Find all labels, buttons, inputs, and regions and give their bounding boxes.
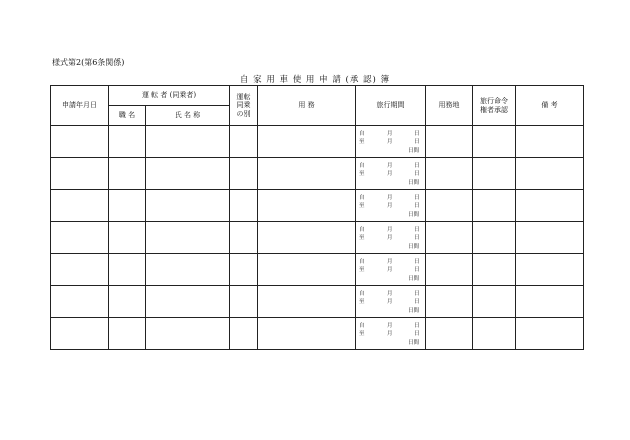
- period-from-month: 月: [387, 163, 393, 169]
- period-to-day: 日: [414, 171, 420, 177]
- period-from-label: 自: [359, 291, 365, 297]
- header-approver-line-1: 旅行命令: [480, 97, 509, 106]
- cell-position[interactable]: [109, 318, 146, 350]
- cell-name[interactable]: [146, 318, 230, 350]
- ledger-body: [51, 126, 584, 350]
- period-days-label: 日間: [408, 180, 420, 186]
- period-to-month: 月: [387, 267, 393, 273]
- period-to-month: 月: [387, 299, 393, 305]
- cell-travel-period[interactable]: [356, 190, 426, 222]
- period-to-day: 日: [414, 267, 420, 273]
- period-to-day: 日: [414, 203, 420, 209]
- period-to-label: 至: [359, 171, 365, 177]
- period-to-label: 至: [359, 267, 365, 273]
- cell-travel-period[interactable]: [356, 222, 426, 254]
- document-title: 自 家 用 車 使 用 申 請 (承 認) 簿: [239, 75, 391, 85]
- cell-position[interactable]: [109, 158, 146, 190]
- period-to-label: 至: [359, 203, 365, 209]
- cell-drive-or-ride[interactable]: [230, 190, 258, 222]
- header-drive-line-2: 同乗: [236, 101, 251, 110]
- period-from-day: 日: [414, 131, 420, 137]
- header-drive-line-3: の別: [236, 109, 251, 118]
- table-row: [51, 190, 584, 222]
- cell-destination[interactable]: [426, 158, 473, 190]
- period-from-month: 月: [387, 227, 393, 233]
- period-from-month: 月: [387, 195, 393, 201]
- table-row: [51, 318, 584, 350]
- cell-name[interactable]: [146, 190, 230, 222]
- cell-travel-period[interactable]: [356, 318, 426, 350]
- cell-travel-period[interactable]: [356, 286, 426, 318]
- cell-travel-period[interactable]: [356, 126, 426, 158]
- cell-name[interactable]: [146, 254, 230, 286]
- cell-remarks[interactable]: [516, 318, 584, 350]
- cell-remarks[interactable]: [516, 126, 584, 158]
- header-approver: [473, 86, 516, 126]
- cell-drive-or-ride[interactable]: [230, 254, 258, 286]
- period-days-label: 日間: [408, 276, 420, 282]
- period-from-label: 自: [359, 323, 365, 329]
- table-row: [51, 254, 584, 286]
- period-from-day: 日: [414, 291, 420, 297]
- cell-approver[interactable]: [473, 254, 516, 286]
- cell-destination[interactable]: [426, 254, 473, 286]
- cell-approver[interactable]: [473, 126, 516, 158]
- period-from-label: 自: [359, 195, 365, 201]
- cell-name[interactable]: [146, 126, 230, 158]
- header-driver-group: 運 転 者 (同乗者): [109, 86, 230, 106]
- cell-destination[interactable]: [426, 286, 473, 318]
- table-row: [51, 286, 584, 318]
- period-from-month: 月: [387, 291, 393, 297]
- cell-remarks[interactable]: [516, 286, 584, 318]
- cell-apply-date[interactable]: [51, 318, 109, 350]
- period-to-day: 日: [414, 331, 420, 337]
- cell-apply-date[interactable]: [51, 126, 109, 158]
- period-to-day: 日: [414, 139, 420, 145]
- cell-purpose[interactable]: [258, 158, 356, 190]
- period-from-day: 日: [414, 195, 420, 201]
- cell-purpose[interactable]: [258, 318, 356, 350]
- period-days-label: 日間: [408, 212, 420, 218]
- period-from-month: 月: [387, 323, 393, 329]
- period-from-month: 月: [387, 131, 393, 137]
- cell-travel-period[interactable]: [356, 158, 426, 190]
- cell-position[interactable]: [109, 286, 146, 318]
- period-days-label: 日間: [408, 148, 420, 154]
- header-purpose: 用 務: [258, 86, 356, 126]
- cell-name[interactable]: [146, 222, 230, 254]
- cell-purpose[interactable]: [258, 222, 356, 254]
- cell-destination[interactable]: [426, 190, 473, 222]
- header-position: 職 名: [109, 106, 146, 126]
- cell-apply-date[interactable]: [51, 286, 109, 318]
- table-row: [51, 126, 584, 158]
- cell-position[interactable]: [109, 254, 146, 286]
- period-to-month: 月: [387, 235, 393, 241]
- header-drive-line-1: 運転: [236, 92, 251, 101]
- period-to-day: 日: [414, 235, 420, 241]
- period-to-day: 日: [414, 299, 420, 305]
- cell-purpose[interactable]: [258, 254, 356, 286]
- cell-approver[interactable]: [473, 190, 516, 222]
- cell-position[interactable]: [109, 222, 146, 254]
- cell-drive-or-ride[interactable]: [230, 126, 258, 158]
- period-to-month: 月: [387, 331, 393, 337]
- cell-travel-period[interactable]: [356, 254, 426, 286]
- cell-approver[interactable]: [473, 222, 516, 254]
- cell-drive-or-ride[interactable]: [230, 318, 258, 350]
- cell-apply-date[interactable]: [51, 158, 109, 190]
- header-approver-line-2: 権者承認: [480, 105, 509, 114]
- table-row: [51, 158, 584, 190]
- cell-name[interactable]: [146, 286, 230, 318]
- header-remarks: 備 考: [516, 86, 584, 126]
- cell-position[interactable]: [109, 190, 146, 222]
- cell-destination[interactable]: [426, 126, 473, 158]
- period-days-label: 日間: [408, 308, 420, 314]
- cell-drive-or-ride[interactable]: [230, 158, 258, 190]
- cell-approver[interactable]: [473, 158, 516, 190]
- cell-name[interactable]: [146, 158, 230, 190]
- header-apply-date: 申請年月日: [51, 86, 109, 126]
- period-from-day: 日: [414, 259, 420, 265]
- cell-purpose[interactable]: [258, 126, 356, 158]
- period-days-label: 日間: [408, 244, 420, 250]
- period-days-label: 日間: [408, 340, 420, 346]
- period-from-label: 自: [359, 227, 365, 233]
- cell-remarks[interactable]: [516, 222, 584, 254]
- period-to-month: 月: [387, 171, 393, 177]
- period-from-month: 月: [387, 259, 393, 265]
- header-travel-period: 旅行期間: [356, 86, 426, 126]
- cell-drive-or-ride[interactable]: [230, 286, 258, 318]
- cell-position[interactable]: [109, 126, 146, 158]
- period-to-label: 至: [359, 299, 365, 305]
- period-to-label: 至: [359, 235, 365, 241]
- form-number-label: 様式第2(第6条関係): [52, 58, 125, 67]
- period-from-label: 自: [359, 163, 365, 169]
- period-from-day: 日: [414, 323, 420, 329]
- cell-destination[interactable]: [426, 318, 473, 350]
- period-from-label: 自: [359, 131, 365, 137]
- header-drive-or-ride: [230, 86, 258, 126]
- cell-apply-date[interactable]: [51, 222, 109, 254]
- period-from-day: 日: [414, 163, 420, 169]
- cell-remarks[interactable]: [516, 158, 584, 190]
- header-name: 氏 名 称: [146, 106, 230, 126]
- period-to-label: 至: [359, 139, 365, 145]
- period-to-label: 至: [359, 331, 365, 337]
- period-to-month: 月: [387, 139, 393, 145]
- cell-apply-date[interactable]: [51, 190, 109, 222]
- cell-purpose[interactable]: [258, 286, 356, 318]
- period-from-label: 自: [359, 259, 365, 265]
- cell-remarks[interactable]: [516, 254, 584, 286]
- period-to-month: 月: [387, 203, 393, 209]
- cell-purpose[interactable]: [258, 190, 356, 222]
- table-row: [51, 222, 584, 254]
- cell-approver[interactable]: [473, 286, 516, 318]
- cell-apply-date[interactable]: [51, 254, 109, 286]
- cell-remarks[interactable]: [516, 190, 584, 222]
- car-use-ledger-table: [50, 85, 584, 350]
- cell-drive-or-ride[interactable]: [230, 222, 258, 254]
- header-destination: 用務地: [426, 86, 473, 126]
- cell-destination[interactable]: [426, 222, 473, 254]
- period-from-day: 日: [414, 227, 420, 233]
- cell-approver[interactable]: [473, 318, 516, 350]
